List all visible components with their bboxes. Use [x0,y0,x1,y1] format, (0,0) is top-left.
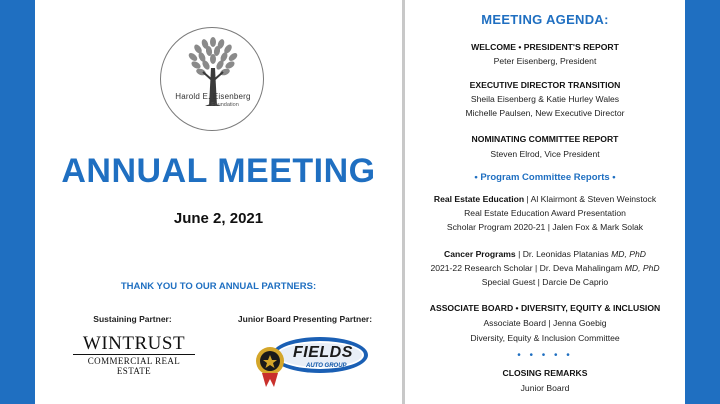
agenda-dots-separator: • • • • • [517,350,573,361]
tree-icon [161,28,265,132]
agenda-item-closing: CLOSING REMARKS [502,368,588,378]
agenda-item-nominating-speaker: Steven Elrod, Vice President [490,149,600,159]
partners-heading: THANK YOU TO OUR ANNUAL PARTNERS: [120,281,317,292]
real-estate-label: Real Estate Education [433,194,525,204]
agenda-item-welcome: WELCOME • PRESIDENT'S REPORT [471,42,619,52]
agenda-item-associate-board: ASSOCIATE BOARD • DIVERSITY, EQUITY & INCLUSION [429,303,661,313]
meeting-date: June 2, 2021 [173,210,264,227]
cancer-label: Cancer Programs [444,249,516,259]
agenda-item-nominating: NOMINATING COMMITTEE REPORT [471,134,619,144]
program-reports-heading: • Program Committee Reports • [474,172,616,183]
agenda-item-special-guest: Special Guest | Darcie De Caprio [481,277,609,287]
wintrust-logo [73,334,195,379]
agenda-item-dei-committee: Diversity, Equity & Inclusion Committee [470,333,620,343]
cancer-speaker: | Dr. Leonidas Platanias [515,249,612,259]
logo-name: Harold E. Eisenberg [175,92,251,101]
foundation-logo [160,27,264,131]
agenda-item-transition-speakers: Sheila Eisenberg & Katie Hurley Wales [470,94,620,104]
agenda-panel [405,0,685,404]
fields-subtitle: AUTO GROUP [306,363,347,369]
wintrust-name: WINTRUST [82,333,186,354]
real-estate-speakers: | Al Klairmont & Steven Weinstock [524,194,657,204]
left-frame-border [0,0,35,404]
agenda-item-transition-director: Michelle Paulsen, New Executive Director [465,108,625,118]
agenda-item-research-scholar [395,263,695,273]
left-panel [35,0,402,404]
agenda-title: MEETING AGENDA: [481,12,609,27]
agenda-item-transition: EXECUTIVE DIRECTOR TRANSITION [469,80,621,90]
page-title: ANNUAL MEETING [61,152,376,190]
fields-logo [248,331,370,389]
agenda-item-real-estate [395,194,695,204]
agenda-item-scholar: Scholar Program 2020-21 | Jalen Fox & Mark Solak [446,222,644,232]
fields-name: FIELDS [293,344,353,361]
agenda-item-associate-speaker: Associate Board | Jenna Goebig [483,318,607,328]
agenda-item-cancer [395,249,695,259]
junior-partner-label: Junior Board Presenting Partner: [237,314,373,324]
agenda-item-award: Real Estate Education Award Presentation [464,208,626,218]
agenda-item-closing-speaker: Junior Board [520,383,570,393]
cancer-credentials: MD, PhD [611,249,646,259]
research-scholar-text: 2021-22 Research Scholar | Dr. Deva Mahalingam [430,263,625,273]
sustaining-partner-label: Sustaining Partner: [93,314,172,324]
wintrust-subtitle: COMMERCIAL REAL ESTATE [73,354,195,376]
research-scholar-credentials: MD, PhD [624,263,660,273]
logo-subtitle: Foundation [211,102,239,108]
agenda-item-welcome-speaker: Peter Eisenberg, President [493,56,597,66]
